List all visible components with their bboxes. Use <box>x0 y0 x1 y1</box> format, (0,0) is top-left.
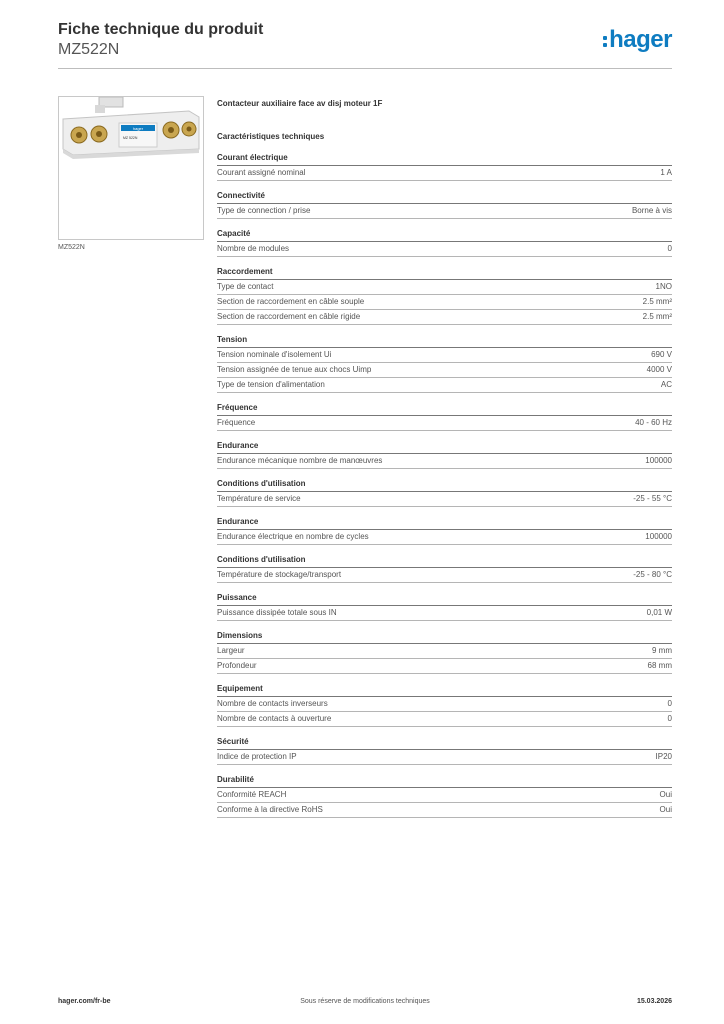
spec-label: Nombre de contacts inverseurs <box>217 699 328 708</box>
section-title: Equipement <box>217 682 672 697</box>
spec-sections <box>217 151 672 818</box>
spec-section <box>217 477 672 507</box>
spec-section <box>217 439 672 469</box>
spec-label: Endurance électrique en nombre de cycles <box>217 532 369 541</box>
spec-value: 2.5 mm² <box>642 312 672 321</box>
spec-label: Nombre de contacts à ouverture <box>217 714 332 723</box>
spec-label: Puissance dissipée totale sous IN <box>217 608 337 617</box>
spec-row <box>217 363 672 378</box>
product-description: Contacteur auxiliaire face av disj moteur 1F <box>217 99 383 108</box>
spec-value: 4000 V <box>646 365 672 374</box>
section-title: Puissance <box>217 591 672 606</box>
spec-label: Largeur <box>217 646 245 655</box>
section-title: Conditions d'utilisation <box>217 553 672 568</box>
spec-value: 0 <box>667 244 672 253</box>
spec-section <box>217 227 672 257</box>
spec-row <box>217 204 672 219</box>
spec-label: Indice de protection IP <box>217 752 297 761</box>
spec-label: Profondeur <box>217 661 257 670</box>
spec-row <box>217 348 672 363</box>
page-footer <box>58 998 672 1010</box>
section-title: Capacité <box>217 227 672 242</box>
spec-value: 68 mm <box>647 661 672 670</box>
spec-row <box>217 378 672 393</box>
page-title: Fiche technique du produit <box>58 21 264 38</box>
spec-section <box>217 735 672 765</box>
footer-notice: Sous réserve de modifications techniques <box>300 998 430 1005</box>
section-title: Conditions d'utilisation <box>217 477 672 492</box>
spec-row <box>217 788 672 803</box>
spec-row <box>217 803 672 818</box>
footer-website: hager.com/fr-be <box>58 998 111 1005</box>
spec-section <box>217 515 672 545</box>
spec-label: Type de connection / prise <box>217 206 311 215</box>
section-title: Endurance <box>217 439 672 454</box>
product-image <box>58 96 204 240</box>
spec-section <box>217 773 672 818</box>
spec-row <box>217 750 672 765</box>
spec-section <box>217 401 672 431</box>
spec-row <box>217 530 672 545</box>
image-brand-label: hager <box>132 126 144 131</box>
spec-label: Tension nominale d'isolement Ui <box>217 350 332 359</box>
logo-dots-icon <box>603 36 607 47</box>
product-reference: MZ522N <box>58 41 120 58</box>
spec-value: 40 - 60 Hz <box>635 418 672 427</box>
image-caption: MZ522N <box>58 244 85 251</box>
spec-label: Conforme à la directive RoHS <box>217 805 323 814</box>
spec-section <box>217 629 672 674</box>
spec-section <box>217 265 672 325</box>
section-title: Tension <box>217 333 672 348</box>
spec-value: Oui <box>659 790 672 799</box>
spec-row <box>217 606 672 621</box>
footer-date: 15.03.2026 <box>636 998 672 1005</box>
spec-row <box>217 659 672 674</box>
spec-section <box>217 591 672 621</box>
section-title: Endurance <box>217 515 672 530</box>
spec-content <box>217 96 672 818</box>
header-divider <box>58 68 672 69</box>
spec-row <box>217 644 672 659</box>
spec-value: 9 mm <box>652 646 672 655</box>
section-title: Connectivité <box>217 189 672 204</box>
image-reference-label: MZ 522N <box>123 136 138 140</box>
spec-value: 100000 <box>645 532 672 541</box>
spec-section <box>217 189 672 219</box>
hager-logo <box>603 28 672 52</box>
spec-label: Conformité REACH <box>217 790 287 799</box>
spec-row <box>217 242 672 257</box>
spec-value: 0 <box>667 714 672 723</box>
spec-label: Endurance mécanique nombre de manœuvres <box>217 456 383 465</box>
spec-value: 2.5 mm² <box>642 297 672 306</box>
spec-row <box>217 712 672 727</box>
spec-label: Nombre de modules <box>217 244 290 253</box>
spec-label: Fréquence <box>217 418 256 427</box>
spec-label: Section de raccordement en câble rigide <box>217 312 361 321</box>
section-title: Dimensions <box>217 629 672 644</box>
spec-label: Type de contact <box>217 282 274 291</box>
spec-value: AC <box>660 380 672 389</box>
spec-label: Température de stockage/transport <box>217 570 342 579</box>
spec-row <box>217 697 672 712</box>
tech-specs-heading: Caractéristiques techniques <box>217 132 325 141</box>
section-title: Raccordement <box>217 265 672 280</box>
spec-section <box>217 151 672 181</box>
spec-value: 1NO <box>655 282 672 291</box>
spec-value: 1 A <box>660 168 672 177</box>
spec-row <box>217 166 672 181</box>
section-title: Fréquence <box>217 401 672 416</box>
auxiliary-contact-illustration <box>59 97 203 239</box>
spec-label: Tension assignée de tenue aux chocs Uimp <box>217 365 372 374</box>
logo-text: hager <box>609 26 672 53</box>
spec-row <box>217 280 672 295</box>
spec-row <box>217 310 672 325</box>
spec-section <box>217 333 672 393</box>
section-title: Sécurité <box>217 735 672 750</box>
spec-value: -25 - 55 °C <box>633 494 672 503</box>
spec-label: Courant assigné nominal <box>217 168 306 177</box>
spec-label: Type de tension d'alimentation <box>217 380 325 389</box>
spec-section <box>217 553 672 583</box>
spec-section <box>217 682 672 727</box>
spec-label: Température de service <box>217 494 301 503</box>
section-title: Courant électrique <box>217 151 672 166</box>
spec-value: Oui <box>659 805 672 814</box>
spec-row <box>217 295 672 310</box>
spec-value: Borne à vis <box>631 206 672 215</box>
spec-row <box>217 454 672 469</box>
spec-value: 0 <box>667 699 672 708</box>
spec-label: Section de raccordement en câble souple <box>217 297 365 306</box>
page-header <box>58 20 672 70</box>
spec-value: 690 V <box>651 350 672 359</box>
spec-value: IP20 <box>655 752 672 761</box>
spec-value: 0,01 W <box>646 608 672 617</box>
spec-row <box>217 492 672 507</box>
spec-value: 100000 <box>645 456 672 465</box>
spec-row <box>217 568 672 583</box>
section-title: Durabilité <box>217 773 672 788</box>
spec-value: -25 - 80 °C <box>633 570 672 579</box>
spec-row <box>217 416 672 431</box>
